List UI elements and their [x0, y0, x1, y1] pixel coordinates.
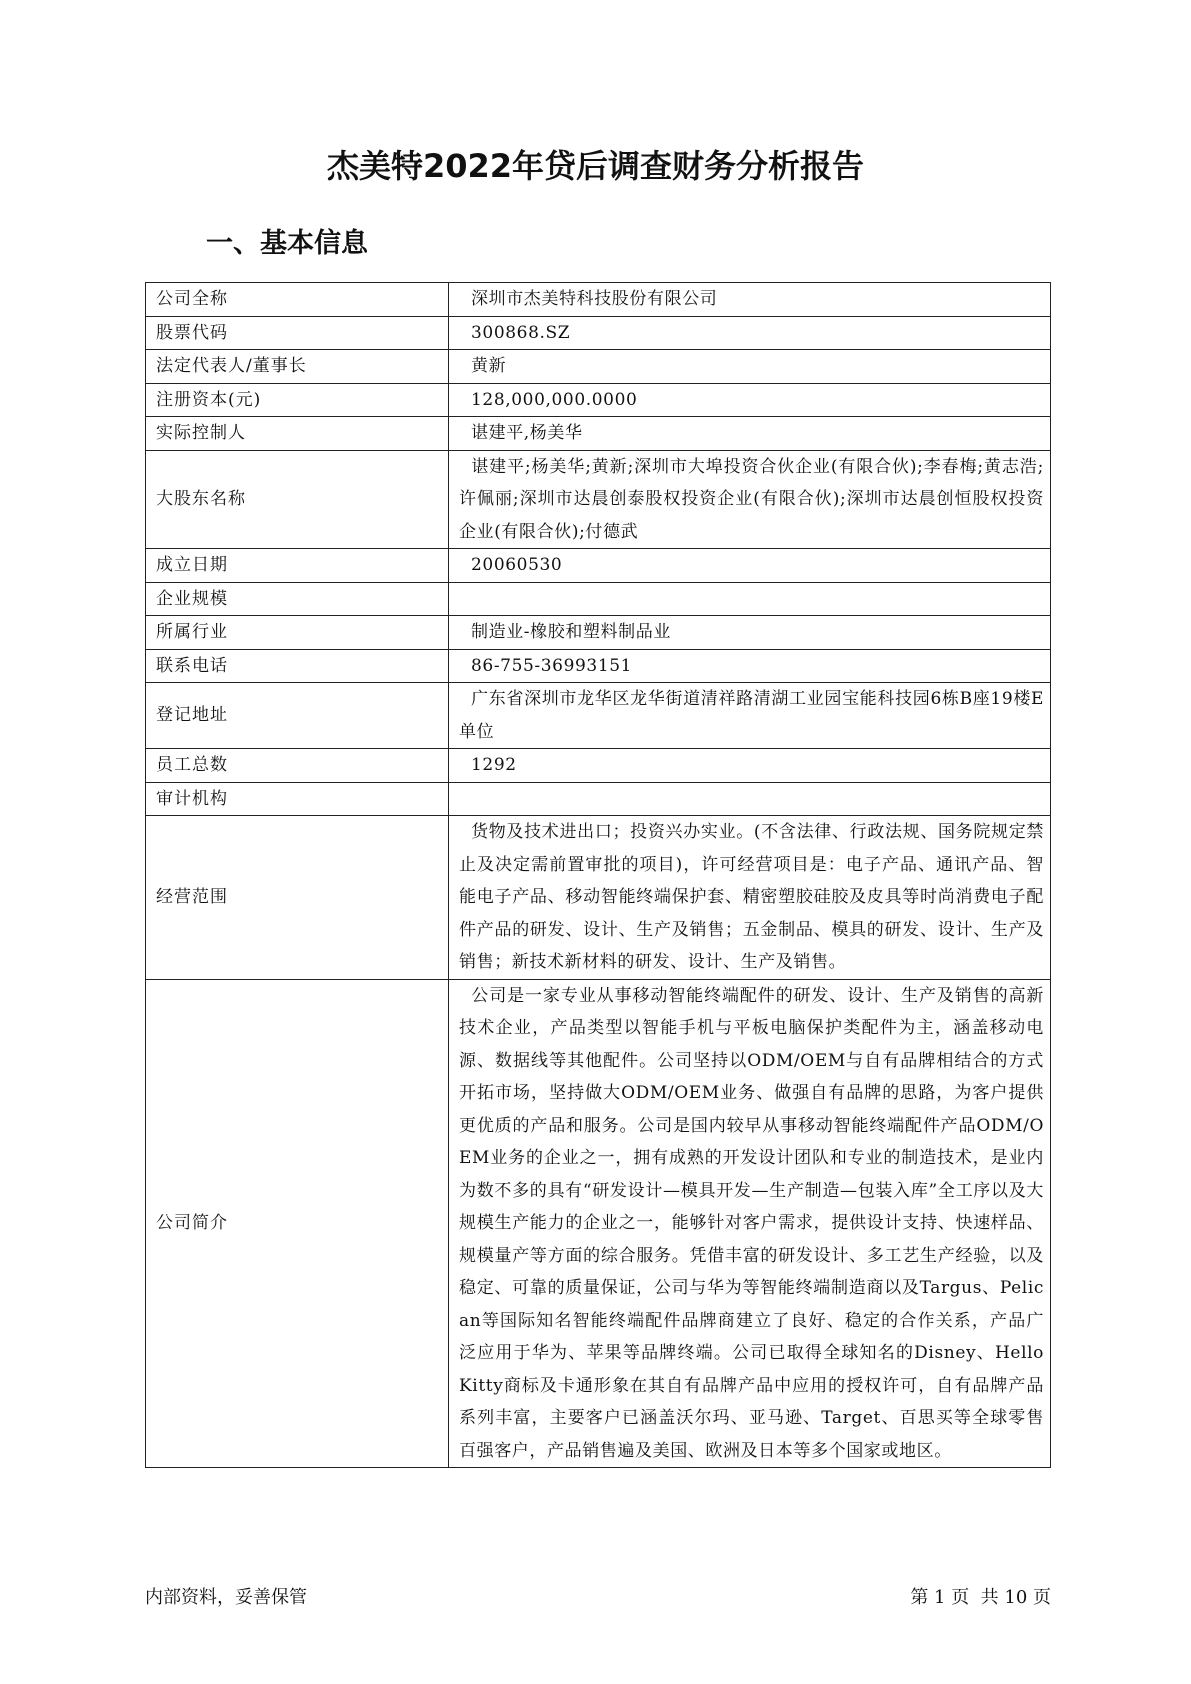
row-value: 谌建平,杨美华 — [449, 417, 1051, 451]
table-row-phone — [146, 649, 1051, 683]
row-label: 企业规模 — [146, 582, 449, 616]
basic-info-table — [145, 282, 1051, 1468]
table-row-legal-representative — [146, 350, 1051, 384]
row-label: 员工总数 — [146, 749, 449, 783]
table-row-stock-code — [146, 316, 1051, 350]
row-label: 大股东名称 — [146, 450, 449, 549]
row-value: 黄新 — [449, 350, 1051, 384]
row-value: 广东省深圳市龙华区龙华街道清祥路清湖工业园宝能科技园6栋B座19楼E单位 — [449, 683, 1051, 749]
row-label: 成立日期 — [146, 549, 449, 583]
table-row-registered-address — [146, 683, 1051, 749]
row-label: 所属行业 — [146, 616, 449, 650]
row-label: 法定代表人/董事长 — [146, 350, 449, 384]
row-label: 公司简介 — [146, 979, 449, 1468]
row-label: 审计机构 — [146, 782, 449, 816]
row-label: 股票代码 — [146, 316, 449, 350]
table-row-business-scope — [146, 816, 1051, 980]
footer-page-number: 第 1 页 共 10 页 — [910, 1587, 1051, 1608]
table-row-audit-firm — [146, 782, 1051, 816]
row-value: 20060530 — [449, 549, 1051, 583]
document-title: 杰美特2022年贷后调查财务分析报告 — [326, 147, 865, 185]
row-value: 公司是一家专业从事移动智能终端配件的研发、设计、生产及销售的高新技术企业，产品类型以智能手机与平板电脑保护类配件为主，涵盖移动电源、数据线等其他配件。公司坚持以ODM/OEM与自有品牌相结合的方式开拓市场，坚持做大ODM/OEM业务、做强自有品牌的思路，为客户提供更优质的产品和服务。公司是国内较早从事移动智能终端配件产品ODM/OEM业务的企业之一，拥有成熟的开发设计团队和专业的制造技术，是业内为数不多的具有“研发设计—模具开发—生产制造—包装入库”全工序以及大规模生产能力的企业之一，能够针对客户需求，提供设计支持、快速样品、规模量产等方面的综合服务。凭借丰富的研发设计、多工艺生产经验，以及稳定、可靠的质量保证，公司与华为等智能终端制造商以及Targus、Pelican等国际知名智能终端配件品牌商建立了良好、稳定的合作关系，产品广泛应用于华为、苹果等品牌终端。公司已取得全球知名的Disney、Hello Kitty商标及卡通形象在其自有品牌产品中应用的授权许可，自有品牌产品系列丰富，主要客户已涵盖沃尔玛、亚马逊、Target、百思买等全球零售百强客户，产品销售遍及美国、欧洲及日本等多个国家或地区。 — [449, 979, 1051, 1468]
row-label: 经营范围 — [146, 816, 449, 980]
section-heading-basic-info: 一、基本信息 — [206, 228, 368, 259]
table-row-registered-capital — [146, 383, 1051, 417]
table-row-actual-controller — [146, 417, 1051, 451]
row-value: 制造业-橡胶和塑料制品业 — [449, 616, 1051, 650]
row-label: 登记地址 — [146, 683, 449, 749]
table-row-company-name — [146, 283, 1051, 317]
row-value: 128,000,000.0000 — [449, 383, 1051, 417]
row-value — [449, 582, 1051, 616]
row-value: 深圳市杰美特科技股份有限公司 — [449, 283, 1051, 317]
table-row-industry — [146, 616, 1051, 650]
footer-confidential-note: 内部资料，妥善保管 — [145, 1587, 307, 1608]
row-value: 谌建平;杨美华;黄新;深圳市大埠投资合伙企业(有限合伙);李春梅;黄志浩;许佩丽;深圳市达晨创泰股权投资企业(有限合伙);深圳市达晨创恒股权投资企业(有限合伙);付德武 — [449, 450, 1051, 549]
row-value: 1292 — [449, 749, 1051, 783]
row-label: 注册资本(元) — [146, 383, 449, 417]
table-row-established-date — [146, 549, 1051, 583]
row-value: 货物及技术进出口；投资兴办实业。(不含法律、行政法规、国务院规定禁止及决定需前置审批的项目)，许可经营项目是：电子产品、通讯产品、智能电子产品、移动智能终端保护套、精密塑胶硅胶及皮具等时尚消费电子配件产品的研发、设计、生产及销售；五金制品、模具的研发、设计、生产及销售；新技术新材料的研发、设计、生产及销售。 — [449, 816, 1051, 980]
table-row-employee-count — [146, 749, 1051, 783]
row-value: 86-755-36993151 — [449, 649, 1051, 683]
row-value: 300868.SZ — [449, 316, 1051, 350]
table-row-company-profile — [146, 979, 1051, 1468]
row-label: 联系电话 — [146, 649, 449, 683]
table-row-enterprise-scale — [146, 582, 1051, 616]
row-label: 实际控制人 — [146, 417, 449, 451]
row-value — [449, 782, 1051, 816]
table-row-major-shareholders — [146, 450, 1051, 549]
row-label: 公司全称 — [146, 283, 449, 317]
